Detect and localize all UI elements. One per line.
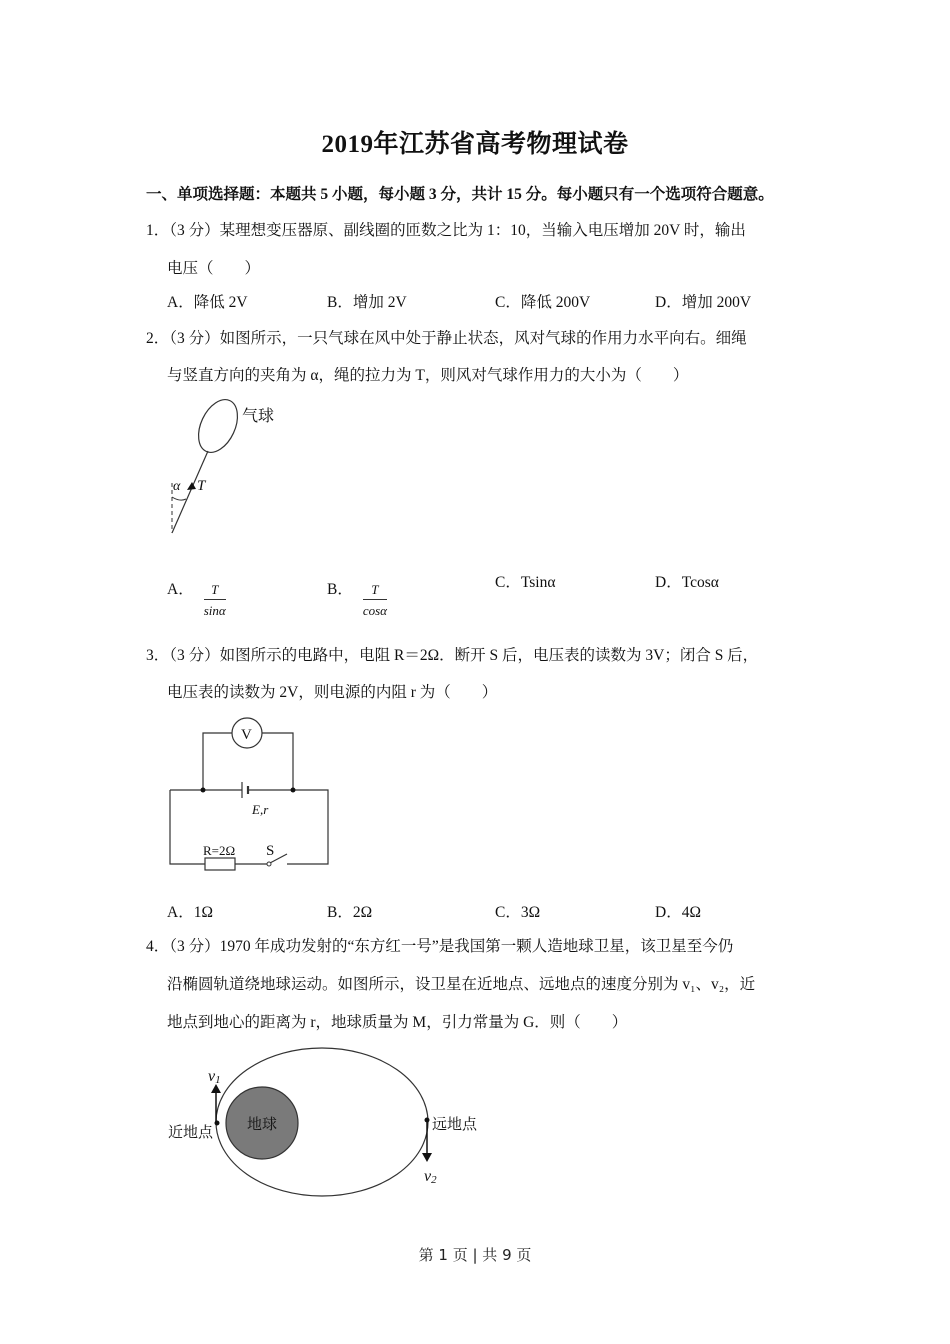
source-label: E,r: [252, 802, 269, 817]
question-3-line-2: 电压表的读数为 2V，则电源的内阻 r 为（ ）: [167, 684, 498, 701]
page-footer: 第 1 页 | 共 9 页: [418, 1246, 532, 1264]
perigee-label: 近地点: [168, 1123, 214, 1141]
question-3-line-1: [146, 643, 758, 665]
option-b: B．2Ω: [327, 904, 373, 921]
question-2-line-2: 与竖直方向的夹角为 α，绳的拉力为 T，则风对气球作用力的大小为（ ）: [167, 367, 689, 384]
angle-label: α: [173, 479, 181, 494]
option-c: C．降低 200V: [495, 294, 591, 311]
option-a: A．降低 2V: [167, 294, 248, 311]
question-text: （3 分）如图所示，一只气球在风中处于静止状态，风对气球的作用力水平向右。细绳: [169, 330, 747, 347]
question-text: （3 分）某理想变压器原、副线圈的匝数之比为 1：10，当输入电压增加 20V 时，输出: [169, 222, 746, 239]
fraction: $\frac{T}{\cos\alpha}$: [362, 582, 387, 618]
option-d: D．Tcosα: [655, 574, 719, 591]
tension-label: T: [197, 478, 206, 494]
question-1-line-2: 电压（ ）: [167, 260, 261, 277]
apogee-label: 远地点: [432, 1115, 478, 1133]
balloon-label: 气球: [242, 406, 275, 425]
option-d: D．4Ω: [655, 904, 701, 921]
question-2-line-1: [146, 326, 747, 348]
option-d: D．增加 200V: [655, 294, 752, 311]
question-4-line-2: 沿椭圆轨道绕地球运动。如图所示，设卫星在近地点、远地点的速度分别为 v₁、v₂，近: [167, 976, 756, 993]
option-a: A． $\frac{T}{\sin\alpha}$: [167, 570, 226, 611]
fraction: $\frac{T}{\sin\alpha}$: [203, 582, 226, 618]
option-b: B．增加 2V: [327, 294, 407, 311]
question-text: （3 分）如图所示的电路中，电阻 R＝2Ω．断开 S 后，电压表的读数为 3V；闭合 S 后，: [169, 647, 759, 664]
question-number: 2．: [146, 330, 170, 347]
earth-label: 地球: [246, 1115, 278, 1133]
switch-label: S: [266, 843, 275, 859]
option-c: C．3Ω: [495, 904, 541, 921]
question-number: 4．: [146, 938, 170, 955]
voltmeter-label: V: [241, 727, 252, 743]
question-4-line-1: [146, 934, 733, 956]
option-c: C．Tsinα: [495, 574, 556, 591]
v2-label: v2: [424, 1168, 437, 1186]
resistor-shape: [205, 858, 235, 870]
question-1-line-1: [146, 218, 746, 240]
resistor-label: R=2Ω: [203, 843, 236, 858]
orbit-diagram: [160, 1040, 490, 1200]
page-title: 2019年江苏省高考物理试卷: [321, 131, 629, 158]
option-b: B． $\frac{T}{\cos\alpha}$: [327, 570, 387, 611]
question-4-line-3: 地点到地心的距离为 r，地球质量为 M，引力常量为 G．则（ ）: [167, 1014, 628, 1031]
v2-arrow-icon: [422, 1153, 432, 1162]
angle-arc: [172, 497, 186, 500]
question-text: （3 分）1970 年成功发射的“东方红一号”是我国第一颗人造地球卫星，该卫星至今仍: [169, 938, 734, 955]
section-heading: 一、单项选择题：本题共 5 小题，每小题 3 分，共计 15 分。每小题只有一个选项符合题意。: [146, 186, 774, 203]
question-number: 3．: [146, 647, 170, 664]
v1-label: v1: [208, 1068, 221, 1086]
question-number: 1．: [146, 222, 170, 239]
balloon-diagram: [160, 390, 300, 540]
tension-arrow-icon: [187, 482, 196, 490]
balloon-shape: [191, 393, 245, 458]
circuit-diagram: [160, 710, 340, 875]
option-a: A．1Ω: [167, 904, 213, 921]
